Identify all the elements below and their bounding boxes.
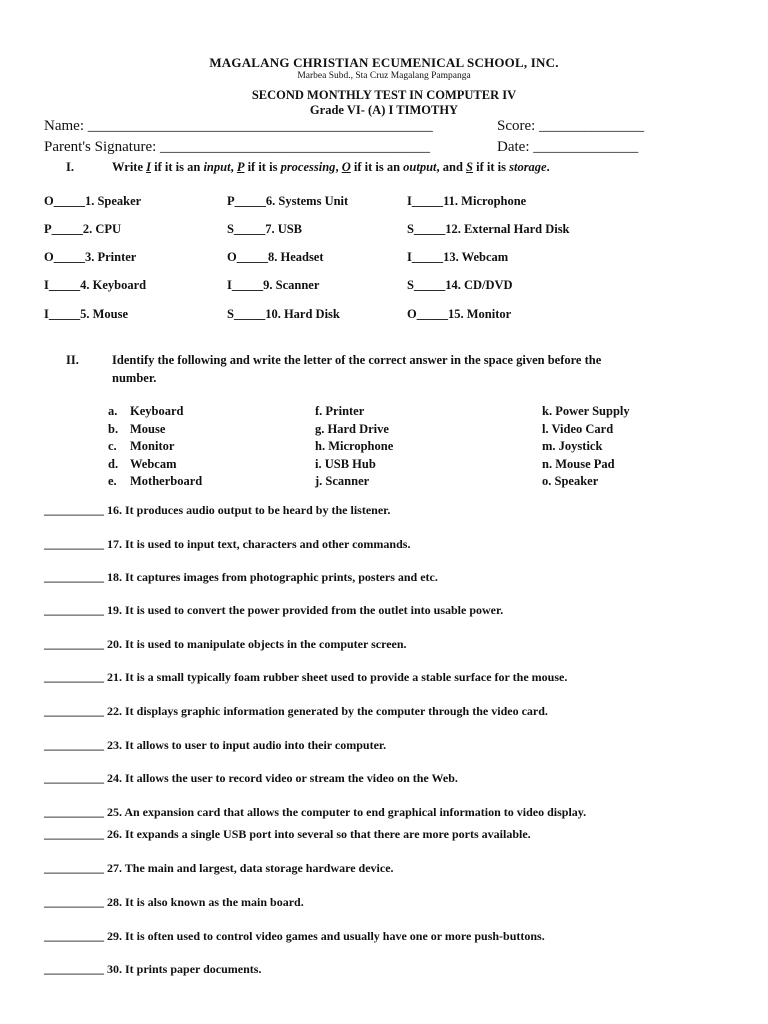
choice-item: i. USB Hub (315, 457, 376, 471)
part2-instruction: Identify the following and write the letter of the correct answer in the space given before the (112, 353, 602, 367)
part1-item: O_____15. Monitor (407, 307, 512, 321)
choice-letter: d. (108, 457, 119, 471)
choice-item: k. Power Supply (542, 404, 630, 418)
question-29: __________ 29. It is often used to control video games and usually have one or more push-buttons. (44, 929, 545, 943)
school-name: MAGALANG CHRISTIAN ECUMENICAL SCHOOL, INC. (209, 55, 559, 70)
question-30: __________ 30. It prints paper documents. (44, 962, 262, 976)
choice-letter: c. (108, 439, 117, 453)
part1-instruction: Write I if it is an input, P if it is processing, O if it is an output, and S if it is storage. (112, 160, 550, 174)
question-21: __________ 21. It is a small typically foam rubber sheet used to provide a stable surface for the mouse. (44, 670, 568, 684)
choice-text: Motherboard (130, 474, 203, 488)
part1-item: I_____9. Scanner (227, 278, 320, 292)
signature-field: Parent's Signature: ____________________________________ (44, 139, 431, 155)
part1-numeral: I. (66, 160, 74, 174)
choice-letter: b. (108, 422, 119, 436)
choice-letter: a. (108, 404, 118, 418)
choice-text: Mouse (130, 422, 166, 436)
question-16: __________ 16. It produces audio output to be heard by the listener. (44, 503, 391, 517)
question-17: __________ 17. It is used to input text, characters and other commands. (44, 537, 411, 551)
question-27: __________ 27. The main and largest, data storage hardware device. (44, 861, 394, 875)
question-19: __________ 19. It is used to convert the power provided from the outlet into usable power. (44, 603, 504, 617)
grade-section: Grade VI- (A) I TIMOTHY (309, 103, 459, 117)
question-24: __________ 24. It allows the user to record video or stream the video on the Web. (44, 771, 458, 785)
test-title: SECOND MONTHLY TEST IN COMPUTER IV (251, 88, 517, 102)
part2-numeral: II. (66, 353, 79, 367)
choice-item: g. Hard Drive (315, 422, 389, 436)
part2-instruction-cont: number. (112, 371, 157, 385)
question-25: __________ 25. An expansion card that allows the computer to end graphical information to video display. (44, 805, 587, 819)
question-20: __________ 20. It is used to manipulate objects in the computer screen. (44, 637, 407, 651)
part1-item: S_____14. CD/DVD (407, 278, 513, 292)
choice-letter: e. (108, 474, 117, 488)
question-28: __________ 28. It is also known as the main board. (44, 895, 304, 909)
question-18: __________ 18. It captures images from photographic prints, posters and etc. (44, 570, 438, 584)
choice-text: Keyboard (130, 404, 184, 418)
choice-item: f. Printer (315, 404, 365, 418)
choice-text: Monitor (130, 439, 175, 453)
choice-item: m. Joystick (542, 439, 603, 453)
part1-item: P_____6. Systems Unit (227, 194, 349, 208)
part1-item: P_____2. CPU (44, 222, 122, 236)
date-field: Date: ______________ (497, 139, 639, 155)
part1-item: I_____5. Mouse (44, 307, 129, 321)
question-26: __________ 26. It expands a single USB port into several so that there are more ports available. (44, 827, 531, 841)
choice-item: j. Scanner (315, 474, 370, 488)
school-address: Marbea Subd., Sta Cruz Magalang Pampanga (297, 71, 471, 81)
choice-item: l. Video Card (542, 422, 614, 436)
name-field: Name: ______________________________________________ (44, 118, 433, 134)
part1-item: S_____10. Hard Disk (227, 307, 340, 321)
choice-text: Webcam (130, 457, 177, 471)
question-22: __________ 22. It displays graphic information generated by the computer through the video card. (44, 704, 548, 718)
part1-item: I_____11. Microphone (407, 194, 527, 208)
choice-item: h. Microphone (315, 439, 394, 453)
question-23: __________ 23. It allows to user to input audio into their computer. (44, 738, 387, 752)
part1-item: O_____1. Speaker (44, 194, 142, 208)
part1-item: S_____12. External Hard Disk (407, 222, 570, 236)
part1-item: O_____3. Printer (44, 250, 137, 264)
part1-item: I_____13. Webcam (407, 250, 509, 264)
choice-item: o. Speaker (542, 474, 599, 488)
choice-item: n. Mouse Pad (542, 457, 615, 471)
part1-item: S_____7. USB (227, 222, 303, 236)
part1-item: I_____4. Keyboard (44, 278, 147, 292)
part1-item: O_____8. Headset (227, 250, 324, 264)
score-field: Score: ______________ (497, 118, 645, 134)
